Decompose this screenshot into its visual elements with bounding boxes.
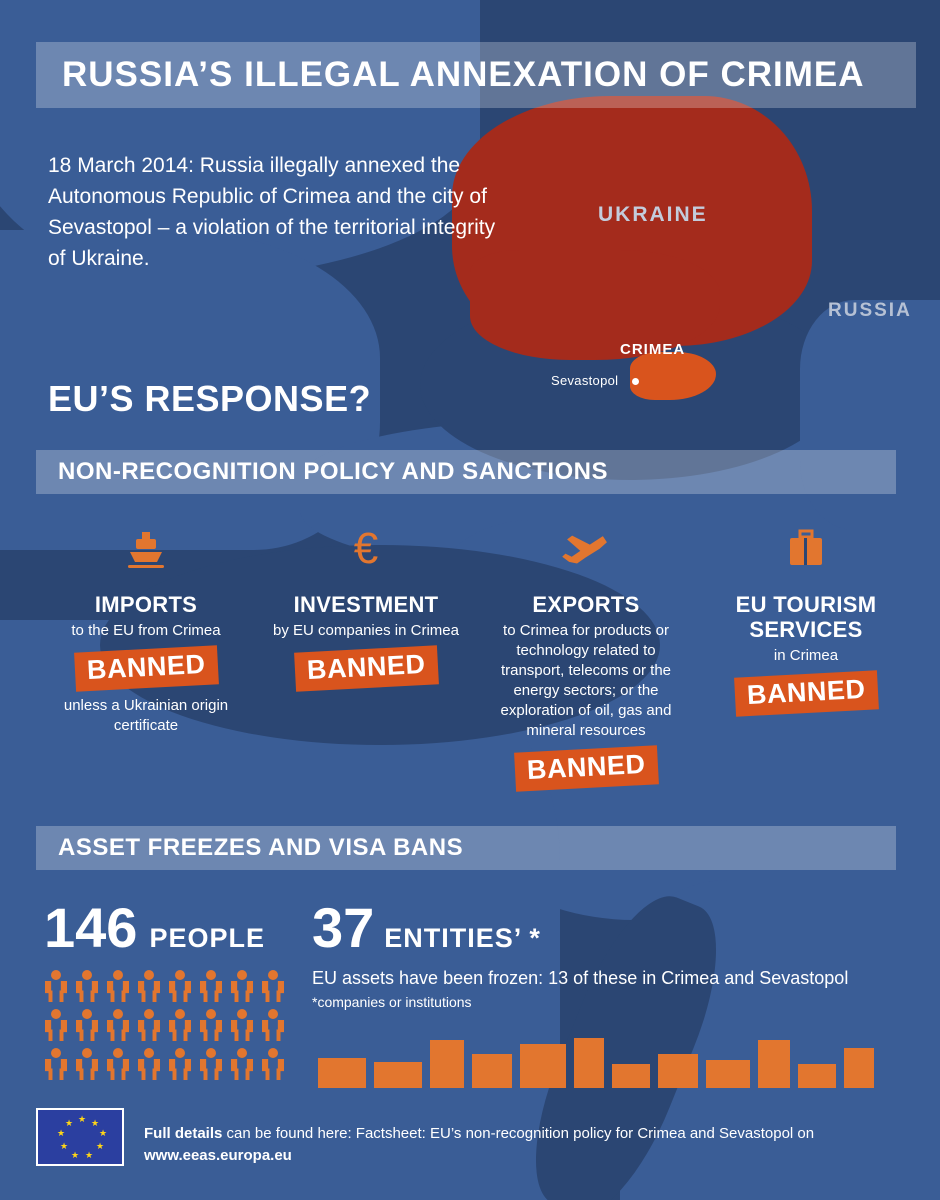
- person-icon: [199, 970, 223, 1002]
- map-label-sevastopol: Sevastopol: [551, 373, 619, 388]
- sanction-item-imports: [36, 520, 256, 810]
- people-count-label: PEOPLE: [149, 923, 265, 953]
- building-icon: [374, 1062, 422, 1088]
- building-icon: [658, 1054, 698, 1088]
- sanction-heading: EXPORTS: [532, 592, 640, 617]
- person-icon: [199, 1048, 223, 1080]
- asset-freezes-banner: [36, 826, 896, 870]
- building-icon: [574, 1038, 604, 1088]
- entities-footnote: *companies or institutions: [312, 994, 472, 1010]
- person-icon: [75, 1009, 99, 1041]
- person-icon: [75, 970, 99, 1002]
- sanction-heading: EU TOURISM SERVICES: [735, 592, 877, 642]
- person-icon: [230, 1048, 254, 1080]
- asset-freezes-banner-label: ASSET FREEZES AND VISA BANS: [58, 834, 464, 861]
- status-badge: BANNED: [514, 745, 658, 791]
- footer-site-link[interactable]: www.eeas.europa.eu: [144, 1147, 292, 1164]
- airplane-icon: [561, 520, 611, 572]
- sanction-item-tourism: [696, 520, 916, 810]
- person-icon: [261, 1009, 285, 1041]
- title-banner: [36, 42, 916, 108]
- svg-text:€: €: [353, 524, 379, 572]
- building-icon: [318, 1058, 366, 1088]
- person-icon: [137, 1048, 161, 1080]
- person-icon: [137, 1009, 161, 1041]
- people-count-row: [44, 895, 294, 960]
- entities-count-value: 37: [312, 896, 375, 959]
- building-icon: [758, 1040, 790, 1088]
- entities-count-label: ENTITIES’ *: [384, 923, 541, 953]
- person-icon: [44, 970, 68, 1002]
- intro-paragraph: 18 March 2014: Russia illegally annexed the Autonomous Republic of Crimea and the city of Sevastopol – a violation of the territorial integrity of Ukraine.: [48, 154, 496, 270]
- person-icon: [230, 1009, 254, 1041]
- status-badge: BANNED: [294, 645, 438, 691]
- eu-flag-icon: ★ ★ ★ ★ ★ ★ ★ ★ ★: [36, 1108, 124, 1166]
- person-icon: [44, 1009, 68, 1041]
- sanction-note: unless a Ukrainian origin certificate: [63, 697, 229, 734]
- status-badge: BANNED: [734, 670, 878, 716]
- entities-stat-block: [312, 895, 912, 1010]
- footer-text: [144, 1123, 924, 1167]
- person-icon: [199, 1009, 223, 1041]
- person-icon: [261, 1048, 285, 1080]
- sanction-heading: INVESTMENT: [293, 592, 439, 617]
- person-icon: [106, 1009, 130, 1041]
- euro-icon: [343, 520, 389, 572]
- building-icon: [520, 1044, 566, 1088]
- building-icon: [706, 1060, 750, 1088]
- building-icon: [612, 1064, 650, 1088]
- sanction-subtext: in Crimea: [773, 647, 839, 664]
- page-title: RUSSIA’S ILLEGAL ANNEXATION OF CRIMEA: [62, 55, 865, 94]
- sevastopol-marker-dot: [632, 378, 639, 385]
- footer-middle: can be found here: Factsheet: EU’s non-recognition policy for Crimea and Sevastopol on: [226, 1125, 815, 1142]
- ship-icon: [123, 520, 169, 572]
- map-label-ukraine: UKRAINE: [598, 203, 708, 226]
- building-icon: [798, 1064, 836, 1088]
- person-icon: [137, 970, 161, 1002]
- sanction-heading: IMPORTS: [94, 592, 198, 617]
- sanctions-banner-label: NON-RECOGNITION POLICY AND SANCTIONS: [58, 458, 609, 485]
- sanctions-banner: [36, 450, 896, 494]
- sanction-item-investment: [256, 520, 476, 810]
- person-icon: [230, 970, 254, 1002]
- person-icon: [106, 1048, 130, 1080]
- person-icon: [168, 1009, 192, 1041]
- sanction-subtext: by EU companies in Crimea: [273, 622, 459, 639]
- entities-description: EU assets have been frozen: 13 of these in Crimea and Sevastopol: [312, 968, 849, 988]
- sanctions-list: [36, 520, 916, 810]
- person-icon: [106, 970, 130, 1002]
- person-icon: [261, 970, 285, 1002]
- sanction-subtext: to the EU from Crimea: [71, 622, 221, 639]
- sanction-subtext: to Crimea for products or technology related to transport, telecoms or the energy sectors; or the exploration of oil, gas and mineral resources: [500, 622, 672, 739]
- map-label-russia: RUSSIA: [828, 300, 912, 321]
- sanction-item-exports: [476, 520, 696, 810]
- suitcase-icon: [785, 520, 827, 572]
- status-badge: BANNED: [74, 645, 218, 691]
- building-icon: [844, 1048, 874, 1088]
- person-icon: [168, 1048, 192, 1080]
- building-icon: [472, 1054, 512, 1088]
- footer-lead: Full details: [144, 1125, 223, 1142]
- buildings-pictogram-row: [318, 1036, 900, 1088]
- person-icon: [44, 1048, 68, 1080]
- land-caucasus: [800, 300, 940, 530]
- people-count-value: 146: [44, 896, 138, 959]
- person-icon: [75, 1048, 99, 1080]
- people-pictogram-grid: [44, 970, 294, 1080]
- eu-response-heading: EU’S RESPONSE?: [48, 378, 372, 419]
- building-icon: [430, 1040, 464, 1088]
- entities-count-row: [312, 895, 912, 960]
- person-icon: [168, 970, 192, 1002]
- people-stat-block: [44, 895, 294, 1080]
- map-label-crimea: CRIMEA: [620, 341, 686, 358]
